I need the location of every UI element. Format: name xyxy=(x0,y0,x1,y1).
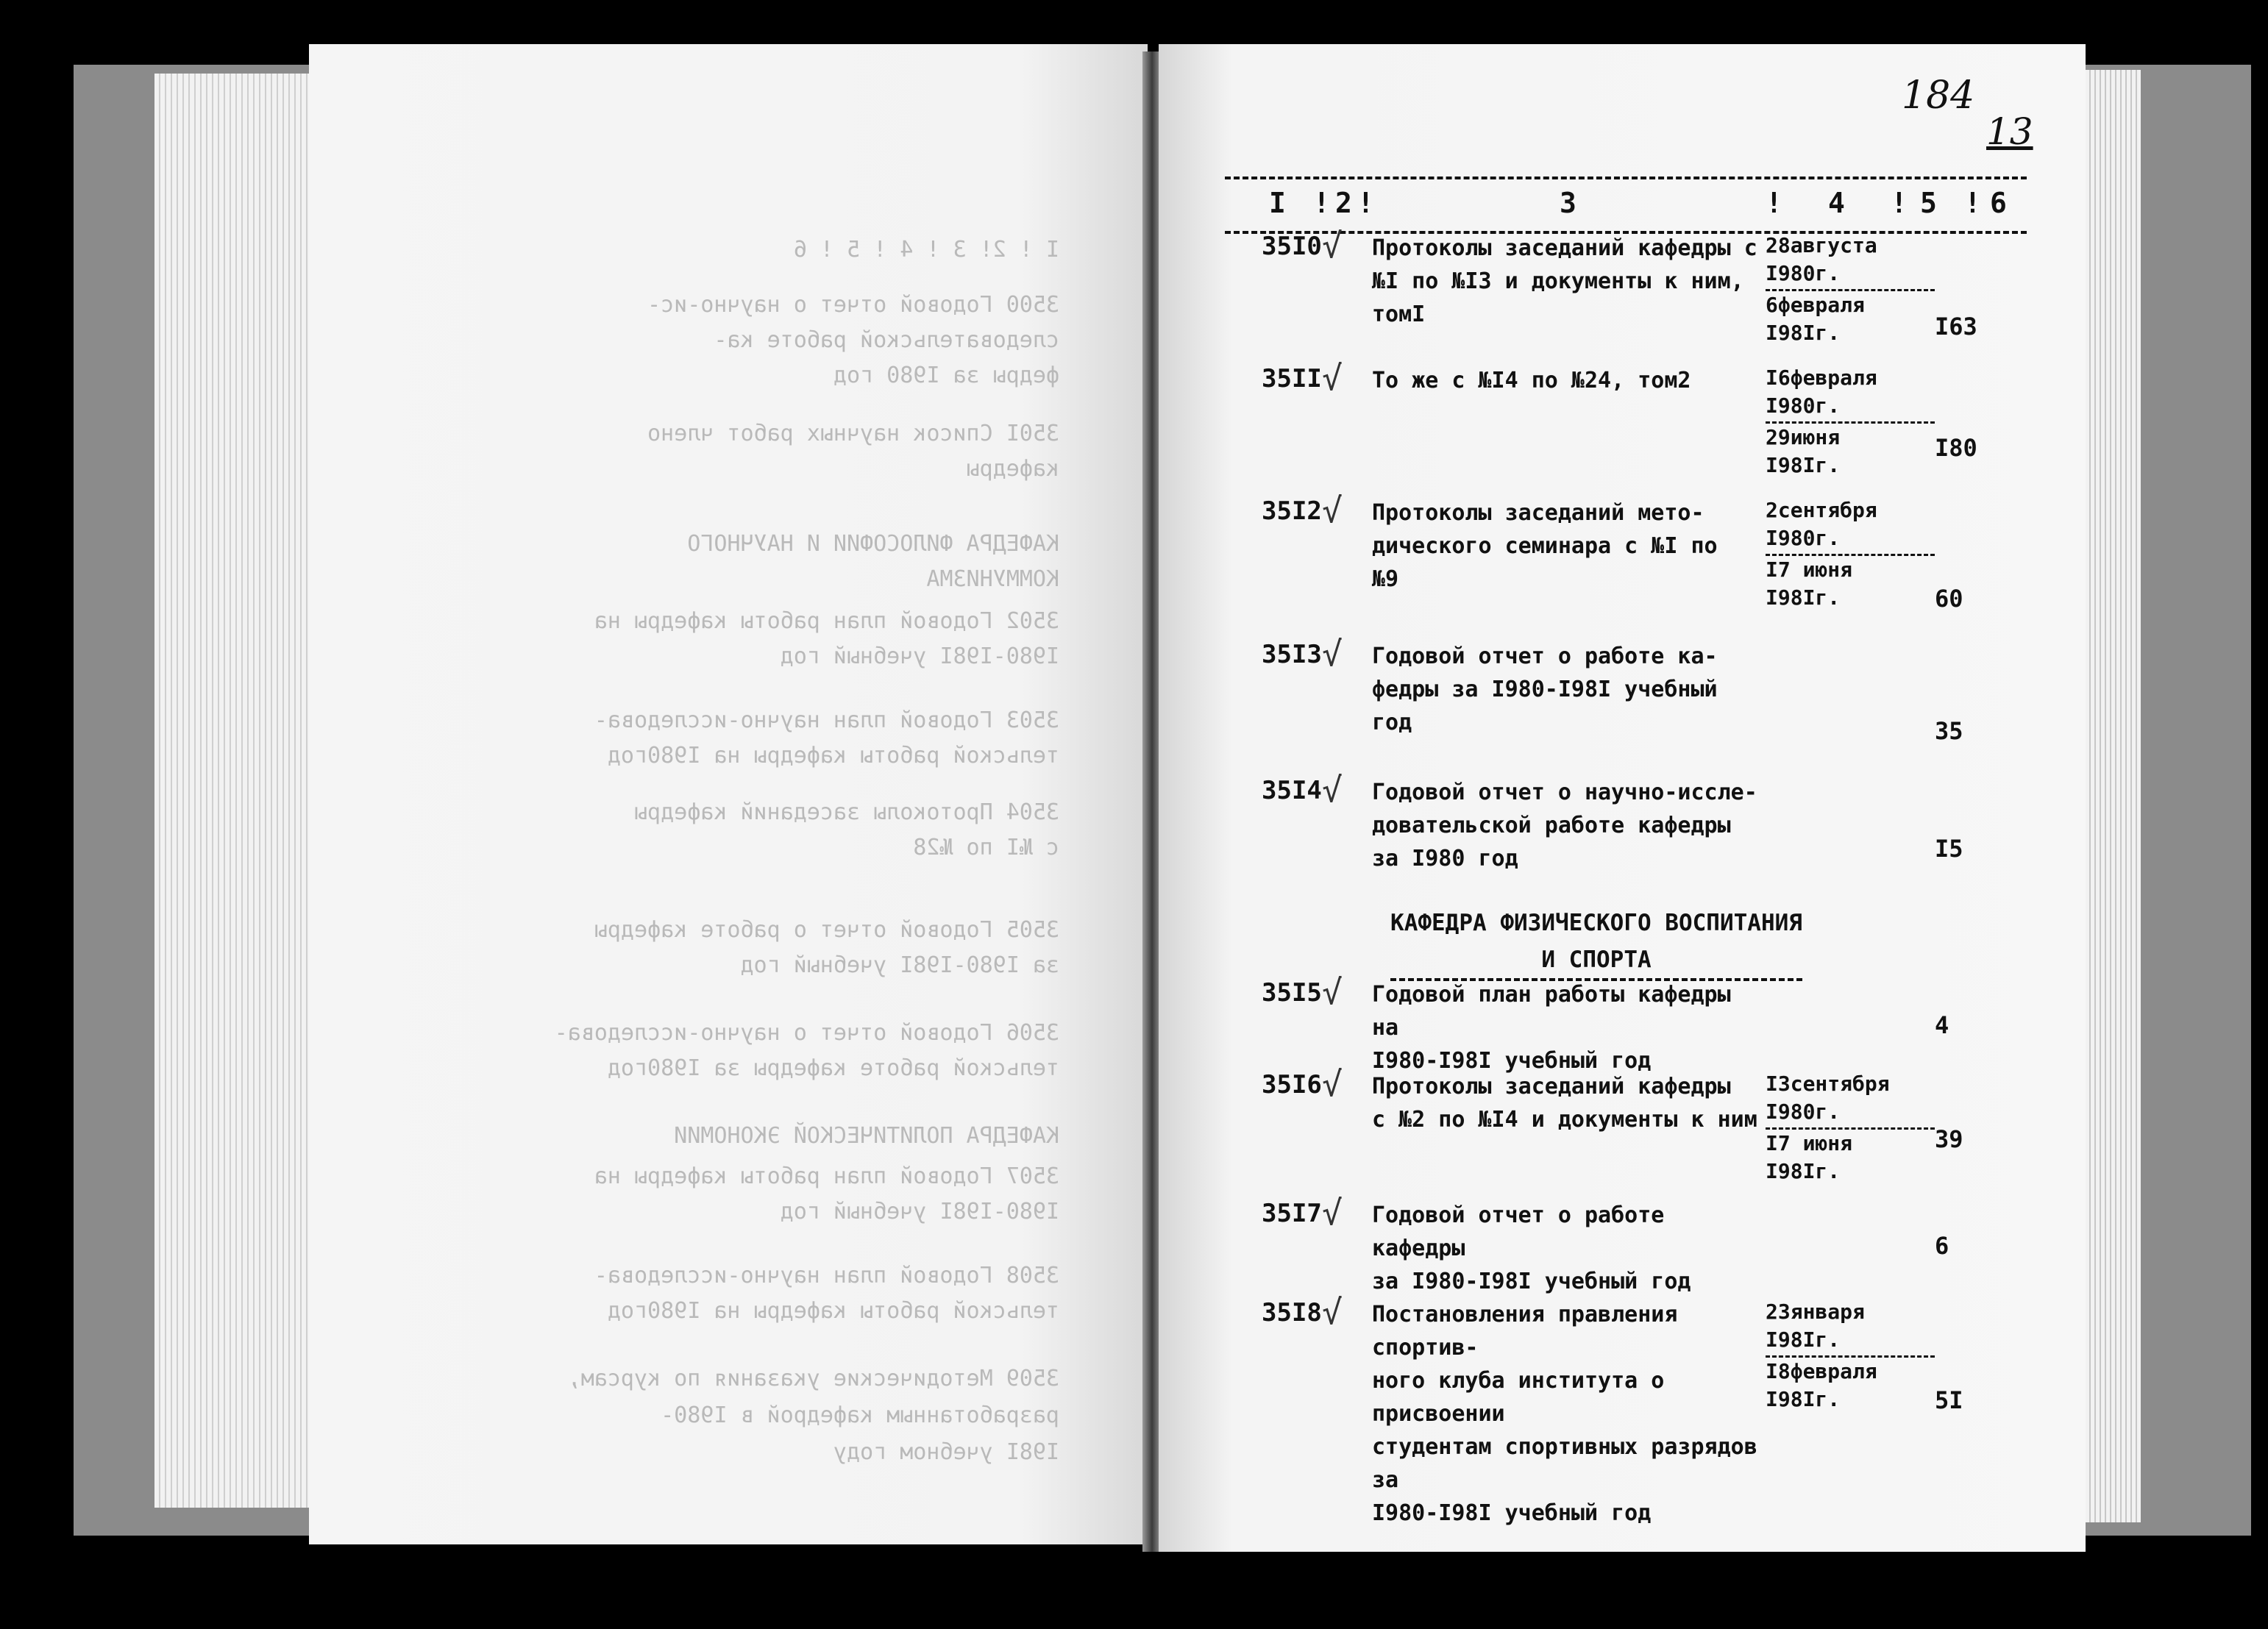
header-sep: ! xyxy=(1964,187,1981,219)
date-start xyxy=(1766,1070,1935,1130)
date-start-line: 23января xyxy=(1766,1300,1865,1324)
date-end-line: I7 июня xyxy=(1766,1131,1853,1155)
row-number: 35I7 xyxy=(1262,1199,1322,1228)
checkmark-icon: √ xyxy=(1322,972,1343,1012)
date-end-line: I98Iг. xyxy=(1766,453,1841,477)
row-number: 35I8 xyxy=(1262,1298,1322,1327)
bleed-through-line: 3504 Протоколы заседаний кафедры xyxy=(634,799,1059,825)
date-end xyxy=(1766,424,1935,480)
bleed-through-line: I98I учебном году xyxy=(833,1439,1059,1465)
row-dates xyxy=(1766,364,1935,480)
sheet-count: 60 xyxy=(1935,585,1963,613)
row-dates xyxy=(1766,1070,1935,1186)
header-col-4: 4 xyxy=(1828,187,1845,219)
date-start-line: I3сентября xyxy=(1766,1072,1890,1096)
header-sep: ! xyxy=(1891,187,1908,219)
date-end-line: I8февраля xyxy=(1766,1359,1877,1383)
header-col-1: I xyxy=(1269,187,1286,219)
bleed-through-line: кафедры xyxy=(966,456,1059,482)
checkmark-icon: √ xyxy=(1322,1193,1343,1233)
bleed-through-line: 3509 Методические указания по курсам, xyxy=(567,1366,1059,1391)
sheet-count: 6 xyxy=(1935,1232,1949,1260)
header-col-2: 2 xyxy=(1335,187,1352,219)
bleed-through-line: I980-I98I учебный год xyxy=(780,1199,1059,1225)
date-start xyxy=(1766,496,1935,556)
row-number: 35II xyxy=(1262,364,1322,393)
sheet-count: 39 xyxy=(1935,1125,1963,1153)
bleed-through-line: 3502 Годовой план работы кафедры на xyxy=(594,608,1059,634)
bleed-through-line: 3508 Годовой план научно-исследова- xyxy=(594,1263,1059,1288)
sheet-count: I5 xyxy=(1935,835,1963,863)
bleed-through-line: 3500 Годовой отчет о научно-ис- xyxy=(647,292,1059,318)
date-start-line: I980г. xyxy=(1766,1099,1841,1124)
sheet-count: 4 xyxy=(1935,1011,1949,1039)
bleed-through-line: разработанным кафедрой в I980- xyxy=(661,1402,1059,1428)
checkmark-icon: √ xyxy=(1322,1064,1343,1104)
date-start-line: 28августа xyxy=(1766,233,1877,257)
row-title: Постановления правления спортив- ного клуба института о присвоении студентам спортивных разрядов за I980-I98I учебный год xyxy=(1372,1302,1757,1526)
date-start-line: 2сентября xyxy=(1766,498,1877,522)
row-number: 35I6 xyxy=(1262,1070,1322,1099)
bleed-through-line: 3506 Годовой отчет о научно-исследова- xyxy=(554,1020,1059,1046)
bleed-through-line: 3503 Годовой план научно-исследова- xyxy=(594,707,1059,733)
checkmark-icon: √ xyxy=(1322,634,1343,674)
date-start xyxy=(1766,364,1935,424)
row-title: Протоколы заседаний кафедры с №I по №I3 и документы к ним, томI xyxy=(1372,235,1757,327)
date-end-line: I98Iг. xyxy=(1766,585,1841,610)
row-title: Протоколы заседаний мето- дического семинара с №I по №9 xyxy=(1372,500,1718,592)
bleed-through-line: I ! 2! 3 ! 4 ! 5 ! 6 xyxy=(793,237,1059,263)
date-end xyxy=(1766,556,1935,612)
date-end-line: I98Iг. xyxy=(1766,1159,1841,1183)
date-end-line: I98Iг. xyxy=(1766,1387,1841,1411)
date-end-line: I7 июня xyxy=(1766,557,1853,582)
section-heading xyxy=(1390,905,1802,981)
header-col-3: 3 xyxy=(1560,187,1576,219)
header-col-6: 6 xyxy=(1990,187,2007,219)
bleed-through-line: тельской работы кафедры на I980год xyxy=(607,743,1059,769)
bleed-through-line: федры за I980 год xyxy=(833,363,1059,388)
sheet-count: I63 xyxy=(1935,313,1977,341)
bleed-through-line: КАФЕДРА ФИЛОСОФИИ И НАУЧНОГО xyxy=(687,531,1059,557)
left-page xyxy=(309,44,1148,1544)
bleed-through-line: с №I по №28 xyxy=(913,835,1059,860)
sheet-count: 35 xyxy=(1935,717,1963,745)
row-number: 35I0 xyxy=(1262,232,1322,261)
bleed-through-line: за I980-I98I учебный год xyxy=(740,952,1059,978)
date-end xyxy=(1766,1358,1935,1414)
date-start xyxy=(1766,232,1935,291)
date-start-line: I980г. xyxy=(1766,526,1841,550)
row-number: 35I4 xyxy=(1262,776,1322,805)
row-title: Годовой отчет о научно-иссле- довательской работе кафедры за I980 год xyxy=(1372,780,1757,871)
row-dates xyxy=(1766,232,1935,347)
header-sep: ! xyxy=(1313,187,1330,219)
bleed-through-text xyxy=(309,44,1148,1544)
bleed-through-line: I980-I98I учебный год xyxy=(780,644,1059,669)
bleed-through-line: 3505 Годовой отчет о работе кафедры xyxy=(594,917,1059,943)
checkmark-icon: √ xyxy=(1322,226,1343,265)
bleed-through-line: КАФЕДРА ПОЛИТИЧЕСКОЙ ЭКОНОМИИ xyxy=(674,1123,1059,1149)
bleed-through-line: 350I Список научных работ члено xyxy=(647,421,1059,446)
row-title: Годовой план работы кафедры на I980-I98I учебный год xyxy=(1372,982,1731,1074)
row-dates xyxy=(1766,496,1935,612)
date-start xyxy=(1766,1298,1935,1358)
folio-number-lower: 13 xyxy=(1986,110,2033,153)
sheet-count: 5I xyxy=(1935,1386,1963,1414)
bleed-through-line: тельской работы кафедры на I980год xyxy=(607,1298,1059,1324)
date-start-line: I980г. xyxy=(1766,261,1841,285)
row-number: 35I3 xyxy=(1262,640,1322,669)
bleed-through-line: следовательской работе ка- xyxy=(714,327,1059,353)
row-number: 35I2 xyxy=(1262,496,1322,526)
date-end-line: 6февраля xyxy=(1766,293,1865,317)
date-start-line: I98Iг. xyxy=(1766,1327,1841,1352)
header-sep: ! xyxy=(1357,187,1374,219)
header-col-5: 5 xyxy=(1920,187,1937,219)
row-title: Годовой отчет о работе кафедры за I980-I98I учебный год xyxy=(1372,1202,1691,1294)
date-end xyxy=(1766,1130,1935,1186)
date-end-line: I98Iг. xyxy=(1766,321,1841,345)
left-page-edges xyxy=(154,74,324,1508)
checkmark-icon: √ xyxy=(1322,491,1343,530)
date-start-line: I6февраля xyxy=(1766,366,1877,390)
section-heading-line-2: И СПОРТА xyxy=(1390,941,1802,981)
row-number: 35I5 xyxy=(1262,978,1322,1008)
checkmark-icon: √ xyxy=(1322,1292,1343,1332)
date-end xyxy=(1766,291,1935,347)
row-title: Годовой отчет о работе ка- федры за I980-I98I учебный год xyxy=(1372,644,1718,735)
date-start-line: I980г. xyxy=(1766,393,1841,418)
bleed-through-line: КОММУНИЗМА xyxy=(926,566,1059,592)
folio-number-upper: 184 xyxy=(1902,74,1975,118)
table-header xyxy=(1225,177,2027,234)
bleed-through-line: тельской работе кафедры за I980год xyxy=(607,1055,1059,1081)
checkmark-icon: √ xyxy=(1322,770,1343,810)
bleed-through-line: 3507 Годовой план работы кафедры на xyxy=(594,1163,1059,1189)
sheet-count: I80 xyxy=(1935,434,1977,462)
date-end-line: 29июня xyxy=(1766,425,1841,449)
row-title: Протоколы заседаний кафедры с №2 по №I4 и документы к ним xyxy=(1372,1074,1757,1133)
row-dates xyxy=(1766,1298,1935,1414)
row-title: То же с №I4 по №24, том2 xyxy=(1372,368,1691,393)
header-sep: ! xyxy=(1766,187,1782,219)
checkmark-icon: √ xyxy=(1322,358,1343,398)
section-heading-line-1: КАФЕДРА ФИЗИЧЕСКОГО ВОСПИТАНИЯ xyxy=(1390,910,1802,936)
